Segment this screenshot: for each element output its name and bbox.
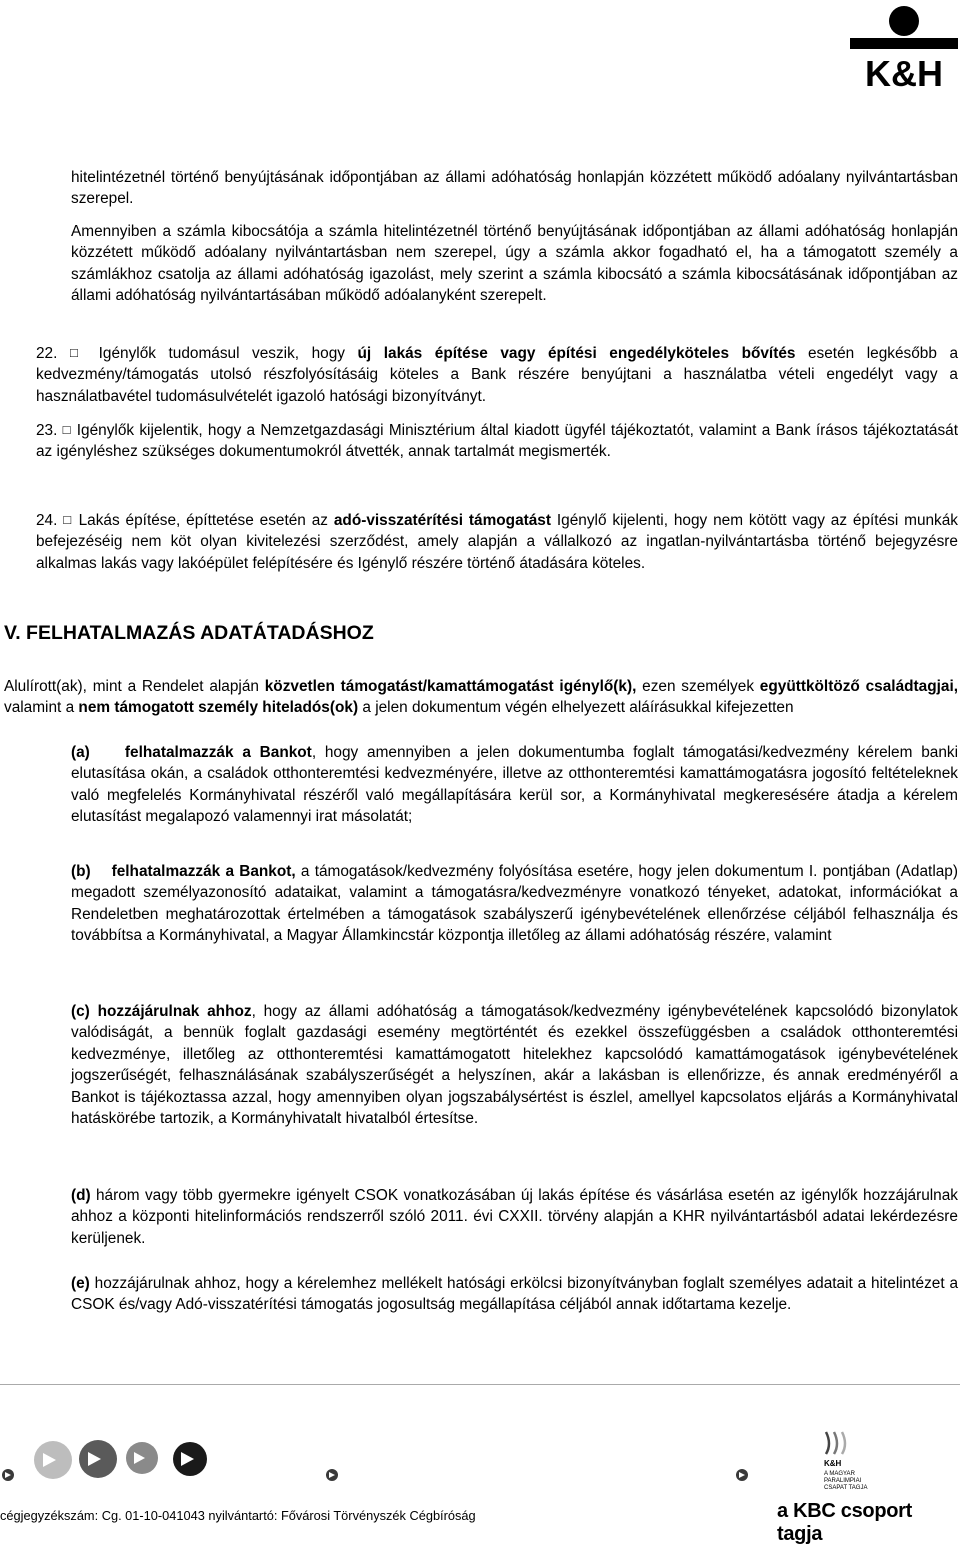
logo-text: K&H xyxy=(865,53,943,88)
paralympic-badge xyxy=(822,1430,878,1494)
kbc-group-member: a KBC csoport tagja xyxy=(777,1500,913,1545)
item-number: 23. xyxy=(36,422,58,439)
svg-text:A MAGYAR: A MAGYAR xyxy=(824,1471,855,1477)
checkbox-icon[interactable]: □ xyxy=(63,512,73,527)
svg-text:PARALIMPIAI: PARALIMPIAI xyxy=(824,1478,862,1484)
clause-d: (d) három vagy több gyermekre igényelt CSOK vonatkozásában új lakás építése és vásárlása esetén az igénylők hozzájárulnak ahhoz a központi hitelinformációs rendszerről szóló 2011. évi CXXII. törvény alapján a KHR nyilvántartásból adatai lekérdezésre kerüljenek. xyxy=(71,1187,958,1247)
item-22: 22. □ Igénylők tudomásul veszik, hogy új lakás építése vagy építési engedélyköteles bővítés esetén legkésőbb a kedvezmény/támogatás utolsó részfolyósításáig köteles a Bank részére benyújtani a használatba vételi engedélyt vagy a használatbavétel tudomásulvételét igazoló hatósági bizonyítványt. xyxy=(36,345,958,405)
clause-a: (a) felhatalmazzák a Bankot, hogy amennyiben a jelen dokumentumba foglalt támogatási/kedvezmény kérelem banki elutasítása okán, a családok otthonteremtési kedvezményére, illetve az otthonteremtési kamattámogatásra jogosító feltételeknek való megfelelés Kormányhivatal részéről való megállapítására kerül sor, a Kormányhivatal megkeresésére átadja a kérelem elutasítást megalapozó valamennyi irat másolatát; xyxy=(71,744,958,826)
section-title: V. FELHATALMAZÁS ADATÁTADÁSHOZ xyxy=(4,622,374,644)
item-24: 24. □ Lakás építése, építtetése esetén az adó-visszatérítési támogatást Igénylő kijelenti, hogy nem kötött vagy az építési munkák befejezéséig nem köt olyan kivitelezési szerződést, amely alapján a vállalkozó az ingatlan-nyilvántartásba történő bejegyzésre alkalmas lakás vagy lakóépület felépítésére és Igénylő részére történő átadására köteles. xyxy=(36,512,959,572)
item-23: 23. □ Igénylők kijelentik, hogy a Nemzetgazdasági Minisztérium által kiadott ügyfél tájékoztatót, valamint a Bank írásos tájékoztatását az igényléshez szükséges dokumentumokról átvették, annak tartalmát megismerték. xyxy=(36,422,958,461)
item-number: 22. xyxy=(36,345,58,362)
svg-text:K&H: K&H xyxy=(824,1459,842,1468)
svg-text:CSAPAT TAGJA: CSAPAT TAGJA xyxy=(824,1485,868,1491)
clause-b: (b) felhatalmazzák a Bankot, a támogatások/kedvezmény folyósítása esetére, hogy jelen dokumentum I. pontjában (Adatlap) megadott személyazonosító adataikat, valamint a támogatásra/kedvezményre vonatkozó tényeket, adatokat, információkat a Rendeletben meghatározottak értelmében a támogatások szabályszerű igénybevételének ellenőrzése céljából felhasználja és továbbítsa a Kormányhivatal, a Magyar Államkincstár központja illetőleg az állami adóhatóság részére, valamint xyxy=(71,863,958,945)
paragraph-continuation: hitelintézetnél történő benyújtásának időpontjában az állami adóhatóság honlapján közzétett működő adóalany nyilvántartásban szerepel. xyxy=(71,169,958,208)
checkbox-icon[interactable]: □ xyxy=(69,345,87,360)
clause-e: (e) hozzájárulnak ahhoz, hogy a kérelemhez mellékelt hatósági erkölcsi bizonyítványban foglalt személyes adatait a hitelintézet a CSOK és/vagy Adó-visszatérítési támogatás jogosultság megállapítása céljából annak időtartama kezelje. xyxy=(71,1275,958,1314)
checkbox-icon[interactable]: □ xyxy=(62,422,72,437)
intro-paragraph: Alulírott(ak), mint a Rendelet alapján közvetlen támogatást/kamattámogatást igénylő(k), ezen személyek együttköltöző családtagjai, valamint a nem támogatott személy hiteladós(ok) a jelen dokumentum végén elhelyezett aláírásukkal kifejezetten xyxy=(4,678,958,717)
footer-divider xyxy=(0,1384,960,1385)
paragraph-amennyiben: Amennyiben a számla kibocsátója a számla hitelintézetnél történő benyújtásának időpontjában az állami adóhatóság honlapján közzétett működő adóalany nyilvántartásban nem szerepel, úgy a számla akkor fogadható el, ha a támogatott személy a számlákhoz csatolja az állami adóhatóság igazolást, mely szerint a számla kibocsátó a számla kibocsátásának időpontjában az állami adóhatóság nyilvántartásában működő adóalanyként szerepelt. xyxy=(71,223,958,305)
arrow-decoration-icon xyxy=(0,1425,760,1500)
item-number: 24. xyxy=(36,512,58,529)
company-registry: cégjegyzékszám: Cg. 01-10-041043 nyilvántartó: Fővárosi Törvényszék Cégbíróság xyxy=(0,1508,476,1523)
kh-logo xyxy=(850,4,958,88)
clause-c: (c) hozzájárulnak ahhoz, hogy az állami adóhatóság a támogatások/kedvezmény igénybevételének kapcsolódó bizonylatok valódiságát, a bennük foglalt gazdasági esemény megtörténtét és ezekkel összefüggésben a családok otthonteremtési kedvezménye, illetőleg az otthonteremtési kamattámogatott hitelekhez kapcsolódó kamattámogatások igénybevételének jogszerűségét, felhasználásának szabályszerűségét a helyszínen, akár a lakásban is ellenőrizze, és annak eredményéről a Bankot is tájékoztassa azzal, hogy amennyiben olyan jogszabálysértést is észlel, amellyel kapcsolatos eljárás a Kormányhivatal hatáskörébe tartozik, a Kormányhivatalt hivatalból értesítse. xyxy=(71,1003,958,1128)
